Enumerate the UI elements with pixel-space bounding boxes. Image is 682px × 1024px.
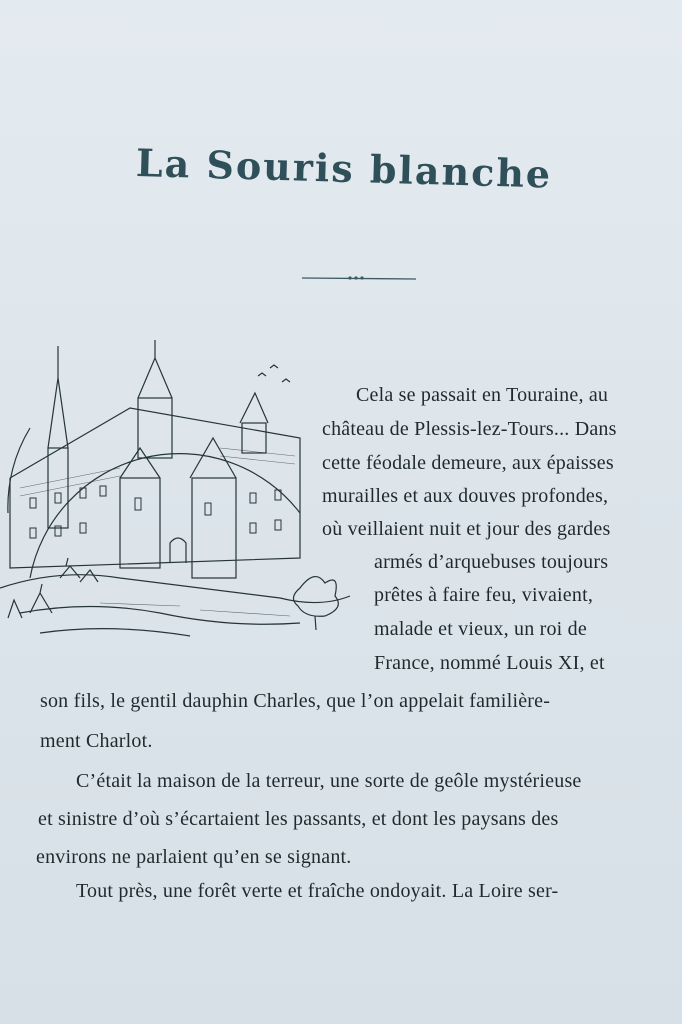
text-line: son fils, le gentil dauphin Charles, que l’on appelait familière- [40, 690, 551, 712]
text-line: malade et vieux, un roi de [374, 618, 587, 640]
text-line: environs ne parlaient qu’en se signant. [36, 846, 352, 868]
text-line: C’était la maison de la terreur, une sorte de geôle mystérieuse [76, 770, 582, 792]
ornament-divider [300, 272, 418, 284]
text-line: où veillaient nuit et jour des gardes [322, 518, 611, 540]
chapter-title: La Souris blanche [135, 140, 553, 197]
text-line: château de Plessis-lez-Tours... Dans [322, 418, 617, 440]
text-line: murailles et aux douves profondes, [322, 485, 609, 507]
text-line: Tout près, une forêt verte et fraîche ondoyait. La Loire ser- [76, 880, 559, 902]
text-line: prêtes à faire feu, vivaient, [374, 584, 594, 606]
text-line: ment Charlot. [40, 730, 153, 752]
text-line: Cela se passait en Touraine, au [356, 384, 609, 406]
text-line: armés d’arquebuses toujours [374, 551, 609, 573]
text-line: cette féodale demeure, aux épaisses [322, 452, 614, 474]
text-line: France, nommé Louis XI, et [374, 652, 605, 674]
text-line: et sinistre d’où s’écartaient les passants, et dont les paysans des [38, 808, 559, 830]
castle-illustration [0, 338, 360, 648]
